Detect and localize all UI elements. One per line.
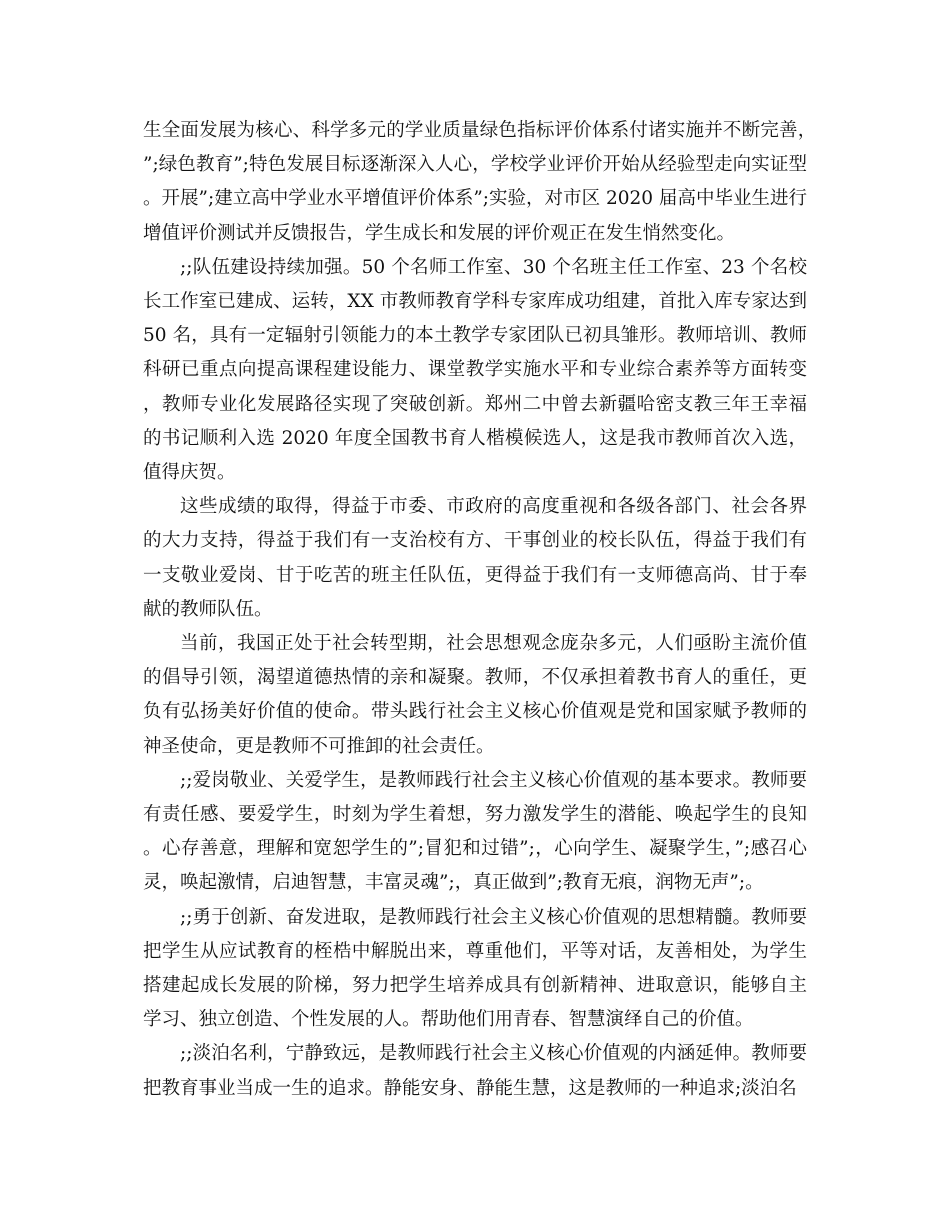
paragraph-6: ;;勇于创新、奋发进取，是教师践行社会主义核心价值观的思想精髓。教师要把学生从应试教育的桎梏中解脱出来，尊重他们，平等对话，友善相处，为学生搭建起成长发展的阶梯，努力把学生培养成具有创新精神、进取意识，能够自主学习、独立创造、个性发展的人。帮助他们用青春、智慧演绎自己的价值。 [143,906,807,1031]
paragraph-1: 生全面发展为核心、科学多元的学业质量绿色指标评价体系付诸实施并不断完善，”;绿色教育”;特色发展目标逐渐深入人心，学校学业评价开始从经验型走向实证型。开展”;建立高中学业水平增值评价体系”;实验，对市区 2020 届高中毕业生进行增值评价测试并反馈报告，学生成长和发展的评价观正在发生悄然变化。 [143,120,807,244]
paragraph-7: ;;淡泊名利，宁静致远，是教师践行社会主义核心价值观的内涵延伸。教师要把教育事业当成一生的追求。静能安身、静能生慧，这是教师的一种追求;淡泊名 [143,1043,807,1099]
document-body [143,114,807,1106]
paragraph-4: 当前，我国正处于社会转型期，社会思想观念庞杂多元，人们亟盼主流价值的倡导引领，渴望道德热情的亲和凝聚。教师，不仅承担着教书育人的重任，更负有弘扬美好价值的使命。带头践行社会主义核心价值观是党和国家赋予教师的神圣使命，更是教师不可推卸的社会责任。 [143,633,807,757]
paragraph-5: ;;爱岗敬业、关爱学生，是教师践行社会主义核心价值观的基本要求。教师要有责任感、要爱学生，时刻为学生着想，努力激发学生的潜能、唤起学生的良知。心存善意，理解和宽恕学生的”;冒犯和过错”;，心向学生、凝聚学生，”;感召心灵，唤起激情，启迪智慧，丰富灵魂”;，真正做到”;教育无痕，润物无声”;。 [143,769,807,894]
paragraph-2: ;;队伍建设持续加强。50 个名师工作室、30 个名班主任工作室、23 个名校长工作室已建成、运转，XX 市教师教育学科专家库成功组建，首批入库专家达到 50 名，具有一定辐射引领能力的本土教学专家团队已初具雏形。教师培训、教师科研已重点向提高课程建设能力、课堂教学实施水平和专业综合素养等方面转变，教师专业化发展路径实现了突破创新。郑州二中曾去新疆哈密支教三年王幸福的书记顺利入选 2020 年度全国教书育人楷模候选人，这是我市教师首次入选，值得庆贺。 [143,256,807,484]
paragraph-3: 这些成绩的取得，得益于市委、市政府的高度重视和各级各部门、社会各界的大力支持，得益于我们有一支治校有方、干事创业的校长队伍，得益于我们有一支敬业爱岗、甘于吃苦的班主任队伍，更得益于我们有一支师德高尚、甘于奉献的教师队伍。 [143,496,807,620]
